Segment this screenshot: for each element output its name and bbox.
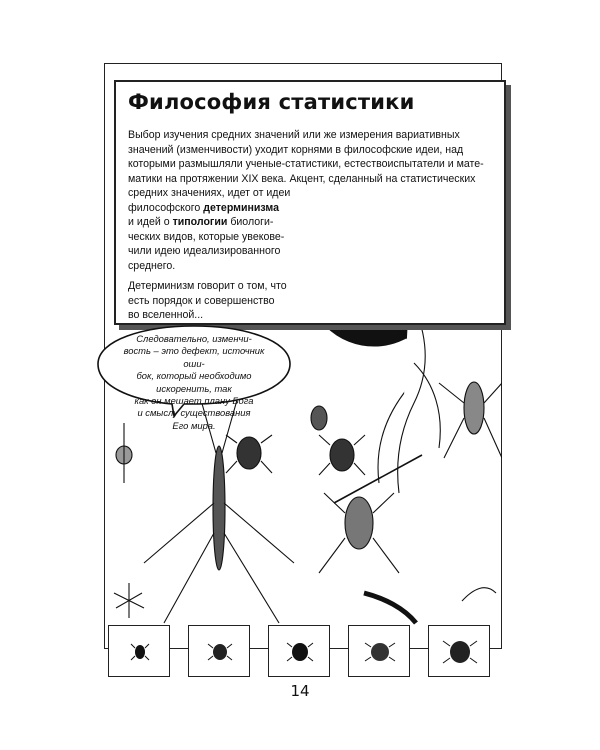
keyword-determinism: детерминизма bbox=[203, 201, 280, 214]
speech-line: Следовательно, изменчи- bbox=[136, 333, 252, 344]
paragraph-1-cont-line: философского детерминизма bbox=[128, 201, 280, 214]
page-title: Философия статистики bbox=[128, 90, 415, 114]
insect-cell-1 bbox=[108, 625, 170, 677]
paragraph-1-cont-line: средних значениях, идет от идеи bbox=[128, 187, 291, 199]
speech-line: как он мешает плану Бога bbox=[134, 395, 254, 407]
speech-line: Его мира. bbox=[172, 419, 216, 431]
insect-beetle-2 bbox=[319, 435, 365, 475]
speech-line: вость – это дефект, источник оши- bbox=[123, 345, 265, 369]
insect-backswimmer bbox=[439, 382, 502, 458]
paragraph-1-line: значений (изменчивости) уходит корнями в философские идеи, над bbox=[128, 143, 464, 156]
insect-cell-5 bbox=[428, 625, 490, 677]
insect-nepa bbox=[311, 406, 327, 430]
paragraph-1-cont-line: и идей о типологии биологи- bbox=[128, 216, 274, 229]
paragraph-1-cont-line: среднего. bbox=[128, 259, 176, 272]
insect-cell-3 bbox=[268, 625, 330, 677]
info-textbox bbox=[114, 80, 506, 325]
paragraph-1-line: матики на протяжении XIX века. Акцент, сделанный на статистических bbox=[128, 172, 476, 185]
insect-cell-4 bbox=[348, 625, 410, 677]
beetle-icon bbox=[269, 626, 331, 678]
paragraph-1-cont-line: чили идею идеализированного bbox=[128, 245, 281, 258]
paragraph-1-line: которыми размышляли ученые-статистики, естествоиспытатели и мате- bbox=[128, 158, 484, 171]
insect-small-claw bbox=[462, 588, 496, 601]
insect-shrimp-bottom bbox=[364, 593, 416, 623]
beetle-icon bbox=[189, 626, 251, 678]
page-number: 14 bbox=[290, 682, 310, 700]
beetle-icon bbox=[429, 626, 491, 678]
insect-left-ant bbox=[114, 583, 144, 618]
speech-line: бок, который необходимо искоренить, так bbox=[136, 370, 252, 394]
beetle-icon bbox=[109, 626, 171, 678]
paragraph-2-line: есть порядок и совершенство bbox=[128, 294, 275, 307]
beetle-icon bbox=[349, 626, 411, 678]
insect-beetle-1 bbox=[226, 435, 272, 473]
speech-bubble-text bbox=[118, 333, 270, 432]
paragraph-2 bbox=[128, 279, 318, 323]
paragraph-2-line: Детерминизм говорит о том, что bbox=[128, 280, 287, 292]
paragraph-2-line: во вселенной... bbox=[128, 309, 204, 322]
paragraph-1-cont-line: ческих видов, которые увекове- bbox=[128, 230, 285, 243]
paragraph-1-continuation bbox=[128, 186, 323, 274]
paragraph-1 bbox=[128, 128, 500, 186]
paragraph-1-line: Выбор изучения средних значений или же измерения вариативных bbox=[128, 129, 460, 141]
insect-cell-2 bbox=[188, 625, 250, 677]
insect-diving-beetle bbox=[319, 493, 399, 573]
speech-line: и смыслу существования bbox=[137, 407, 251, 419]
keyword-typology: типологии bbox=[172, 216, 228, 229]
